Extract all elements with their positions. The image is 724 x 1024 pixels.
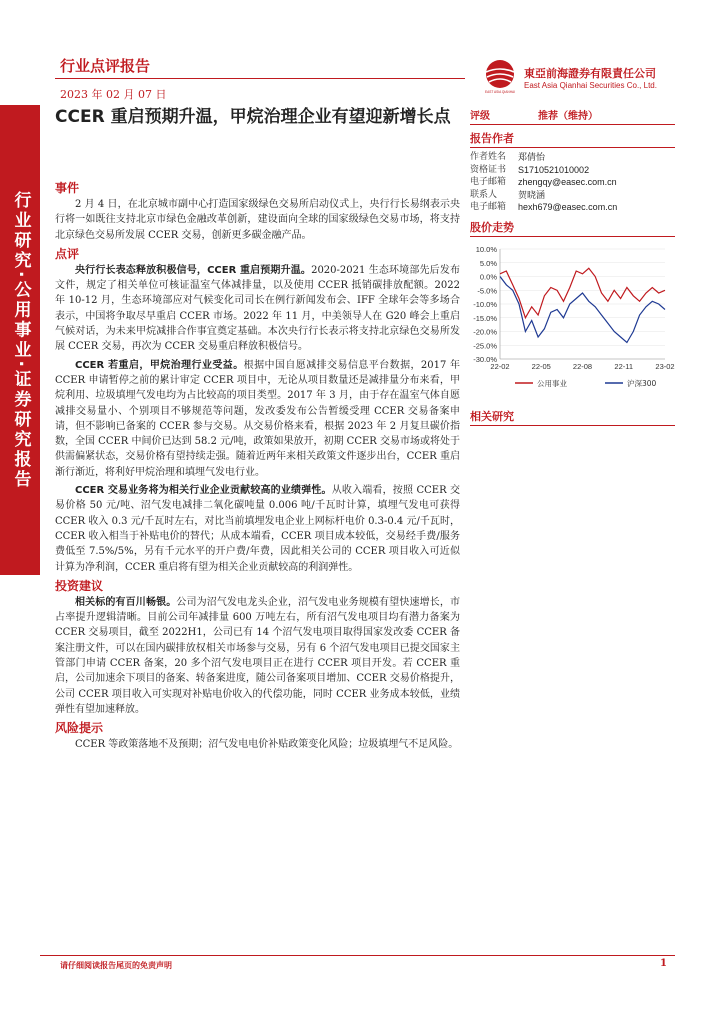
y-tick-label: -10.0% bbox=[473, 299, 497, 309]
comment-paragraph-1 bbox=[55, 263, 460, 355]
investment-body: 公司为沼气发电龙头企业，沼气发电业务规模有望快速增长，市占率提升逻辑清晰。目前公司年减排量 600 万吨左右，所有沼气发电项目均有潜力备案为 CCER 交易项目，截至 2022H1，公司已有 14 个沼气发电项目取得国家发改委 CCER 备案注册文件，可以在国内碳排放权相关市场参与交易，另有 6 个沼气发电项目已提交国家主管部门申请 CCER 备案，20 多个沼气发电项目正在进行 CCER 项目开发。若 CCER 重启，公司加速余下项目的备案、转备案进度，随公司备案项目增加、CCER 交易价格提升，公司 CCER 项目收入可实现对补贴电价收入的代偿功能，同时 CCER 业务成本较低，业绩弹性有望加速释放。 bbox=[55, 596, 461, 715]
section-event-heading: 事件 bbox=[55, 181, 80, 195]
comment-body-2: 根据中国自愿减排交易信息平台数据，2017 年 CCER 申请暂停之前的累计审定 CCER 项目中，无论从项目数量还是减排量分布来看，甲烷利用、垃圾填埋气发电均为占比较高的项目类型。2017 年 3 月，由于存在温室气体自愿减排交易量小、个别项目不够规范等问题，发改委发布公告暂缓受理 CCER 交易备案申请，但不影响已备案的 CCER 参与交易。从交易价格来看，根据 2023 年 2 月复旦碳价指数，全国 CCER 中间价已达到 58.2 元/吨，政策如果放开，初期 CCER 交易市场或将处于供需偏紧状态，交易价格有望持续走强。随着近两年来相关政策文件逐步出台，CCER 重启渐行渐近，将利好甲烷治理和填埋气发电行业。 bbox=[55, 359, 460, 478]
company-name-en: East Asia Qianhai Securities Co., Ltd. bbox=[524, 81, 657, 90]
comment-lead-3: CCER 交易业务将为相关行业企业贡献较高的业绩弹性。 bbox=[75, 485, 332, 497]
comment-body-3: 从收入端看，按照 CCER 交易价格 50 元/吨、沼气发电减排二氧化碳吨量 0.006 吨/千瓦时计算，填埋气发电可获得 CCER 收入 0.3 元/千瓦时左右，对比当前填埋发电企业上网标杆电价 0.3-0.4 元/千瓦时，CCER 收入相当于补贴电价的替代；从成本端看，CCER 项目成本较低，交易经手费/服务费低至 7.5%/5%，另有千元水平的开户费/年费，因此相关公司的 CCER 项目收入可近似计算为净利润，CCER 重启将有望为相关企业贡献较高的利润弹性。 bbox=[55, 485, 460, 573]
page-title: CCER 重启预期升温，甲烷治理企业有望迎新增长点 bbox=[55, 107, 451, 127]
right-column bbox=[470, 105, 675, 426]
x-tick-label: 22-11 bbox=[614, 361, 634, 371]
x-tick-label: 22-02 bbox=[490, 361, 510, 371]
author-row: 联系人 贺晓涵 bbox=[470, 189, 546, 200]
x-tick-label: 22-05 bbox=[531, 361, 551, 371]
section-comment-heading: 点评 bbox=[55, 246, 80, 261]
comment-paragraph-2 bbox=[55, 358, 460, 480]
comment-body-1: 2020-2021 生态环境部先后发布文件，规定了相关单位可核证温室气体减排量，以及使用 CCER 抵销碳排放配额。2022 年 10-12 月，生态环境部应对气候变化司司长在例行新闻发布会、IFF 全球年会等多场合表示，中国将争取尽早重启 CCER 市场。2022 年 11 月，中美领导人在 G20 峰会上重启气候对话，为未来甲烷减排合作事宜奠定基础。本次央行行长表示将支持北京绿色交易所发展 CCER 交易，再次为 CCER 交易重启释放积极信号。 bbox=[55, 264, 460, 353]
page-number: 1 bbox=[660, 958, 667, 969]
chart-heading: 股价走势 bbox=[470, 218, 675, 237]
company-name-cn: 東亞前海證券有限責任公司 bbox=[524, 67, 656, 80]
author-row: 电子邮箱 hexh679@easec.com.cn bbox=[470, 202, 618, 212]
authors-heading: 报告作者 bbox=[470, 129, 675, 148]
report-date: 2023 年 02 月 07 日 bbox=[60, 88, 167, 101]
y-tick-label: -15.0% bbox=[473, 313, 497, 323]
legend-label: 沪深300 bbox=[627, 378, 657, 388]
series-line-index bbox=[500, 276, 665, 342]
risk-paragraph: CCER 等政策落地不及预期；沼气发电电价补贴政策变化风险；垃圾填埋气不足风险。 bbox=[75, 739, 459, 751]
company-logo-icon bbox=[482, 58, 518, 94]
main-content bbox=[55, 180, 460, 756]
rating-label: 评级 bbox=[470, 111, 490, 122]
author-row: 电子邮箱 zhengqy@easec.com.cn bbox=[470, 177, 617, 187]
sidebar-banner bbox=[0, 105, 40, 575]
investment-paragraph bbox=[55, 595, 460, 717]
x-tick-label: 22-08 bbox=[572, 361, 593, 371]
y-tick-label: -20.0% bbox=[473, 327, 497, 336]
y-tick-label: -30.0% bbox=[473, 354, 497, 364]
author-row: 资格证书 S1710521010002 bbox=[470, 164, 590, 175]
price-chart-svg bbox=[470, 241, 675, 401]
comment-paragraph-3 bbox=[55, 483, 460, 575]
sidebar-label: 行业研究·公用事业·证券研究报告 bbox=[10, 190, 31, 490]
price-chart bbox=[470, 241, 675, 401]
y-tick-label: 10.0% bbox=[475, 244, 497, 254]
legend-label: 公用事业 bbox=[537, 378, 567, 388]
rating-value: 推荐（维持） bbox=[538, 111, 598, 122]
logo-caption: EAST ASIA QIANHAI bbox=[484, 90, 516, 94]
header-divider bbox=[55, 78, 465, 79]
y-tick-label: -5.0% bbox=[477, 285, 497, 295]
investment-lead: 相关标的有百川畅银。 bbox=[75, 596, 177, 608]
comment-lead-1: 央行行长表态释放积极信号，CCER 重启预期升温。 bbox=[75, 264, 312, 276]
comment-lead-2: CCER 若重启，甲烷治理行业受益。 bbox=[75, 359, 244, 371]
rating-row bbox=[470, 105, 675, 125]
x-tick-label: 23-02 bbox=[655, 361, 675, 371]
section-risk-heading: 风险提示 bbox=[55, 721, 104, 736]
disclaimer-note[interactable]: 请仔细阅读报告尾页的免责声明 bbox=[60, 961, 172, 970]
footer-divider bbox=[40, 955, 675, 956]
y-tick-label: -25.0% bbox=[473, 340, 497, 350]
section-investment-heading: 投资建议 bbox=[55, 578, 104, 593]
y-tick-label: 0.0% bbox=[479, 272, 497, 281]
y-tick-label: 5.0% bbox=[479, 258, 497, 268]
related-heading: 相关研究 bbox=[470, 407, 675, 426]
author-table bbox=[470, 151, 675, 214]
author-row: 作者姓名 郑倩怡 bbox=[470, 152, 546, 162]
event-paragraph: 2 月 4 日，在北京城市副中心打造国家级绿色交易所启动仪式上，央行行长易纲表示央行将一如既往支持北京市绿色金融改革创新，建设面向全球的国家级绿色交易市场，将支持北京绿色交易所发展 CCER 交易，创新更多碳金融产品。 bbox=[55, 199, 460, 241]
report-type: 行业点评报告 bbox=[60, 57, 151, 75]
